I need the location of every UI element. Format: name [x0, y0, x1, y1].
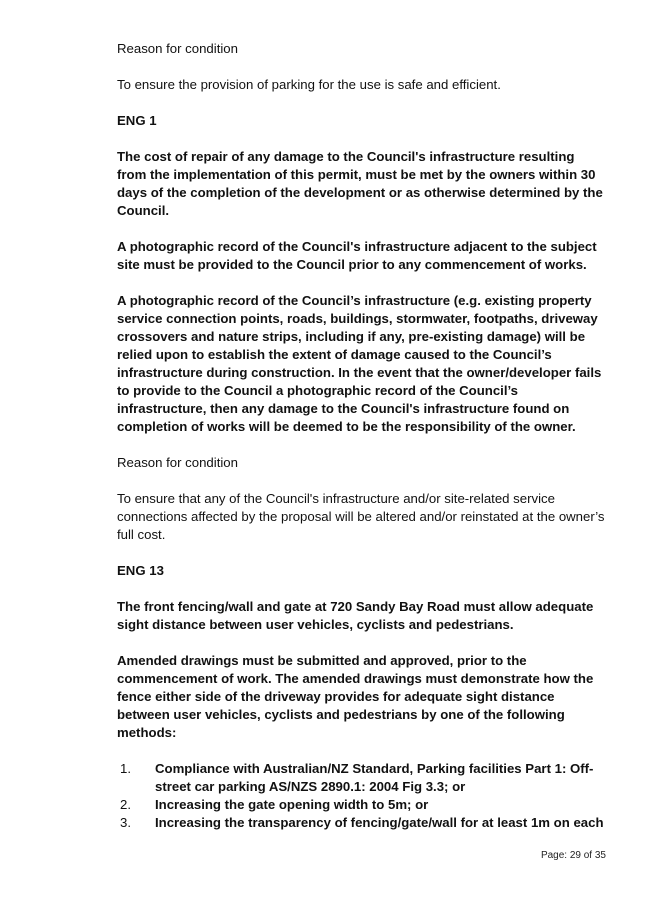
- condition-paragraph: The cost of repair of any damage to the Council's infrastructure resulting from the implementation of this permit, must be met by the owners within 30 days of the completion of the development or as otherwise determined by the Council.: [117, 149, 603, 218]
- list-item-text: Increasing the gate opening width to 5m; or: [155, 797, 429, 812]
- condition-heading-eng1: ENG 1: [117, 113, 157, 128]
- list-item-number: 2.: [120, 797, 131, 812]
- list-item-text: Increasing the transparency of fencing/gate/wall for at least 1m on each: [155, 815, 604, 830]
- condition-heading-eng13: ENG 13: [117, 563, 164, 578]
- reason-label: Reason for condition: [117, 41, 238, 56]
- condition-paragraph: Amended drawings must be submitted and approved, prior to the commencement of work. The amended drawings must demonstrate how the fence either side of the driveway provides for adequate sight distance between user vehicles, cyclists and pedestrians by one of the following methods:: [117, 653, 594, 740]
- condition-paragraph: A photographic record of the Council's infrastructure adjacent to the subject site must be provided to the Council prior to any commencement of works.: [117, 239, 597, 272]
- list-item-text: Compliance with Australian/NZ Standard, Parking facilities Part 1: Off-street car parking AS/NZS 2890.1: 2004 Fig 3.3; or: [155, 761, 594, 794]
- list-item-number: 3.: [120, 815, 131, 830]
- methods-list: [117, 760, 607, 832]
- reason-text: To ensure the provision of parking for the use is safe and efficient.: [117, 77, 501, 92]
- condition-paragraph: A photographic record of the Council’s infrastructure (e.g. existing property service connection points, roads, buildings, stormwater, footpaths, driveway crossovers and nature strips, including if any, pre-existing damage) will be relied upon to establish the extent of damage caused to the Council’s infrastructure during construction. In the event that the owner/developer fails to provide to the Council a photographic record of the Council’s infrastructure, then any damage to the Council's infrastructure found on completion of works will be deemed to be the responsibility of the owner.: [117, 293, 602, 434]
- list-item: [117, 796, 607, 814]
- reason-label: Reason for condition: [117, 455, 238, 470]
- list-item: [117, 760, 607, 796]
- list-item: [117, 814, 607, 832]
- page-number: Page: 29 of 35: [540, 850, 606, 861]
- page-content: [117, 40, 607, 832]
- list-item-number: 1.: [120, 761, 131, 776]
- condition-paragraph: The front fencing/wall and gate at 720 Sandy Bay Road must allow adequate sight distance between user vehicles, cyclists and pedestrians.: [117, 599, 594, 632]
- reason-text: To ensure that any of the Council's infrastructure and/or site-related service connections affected by the proposal will be altered and/or reinstated at the owner’s full cost.: [117, 491, 605, 542]
